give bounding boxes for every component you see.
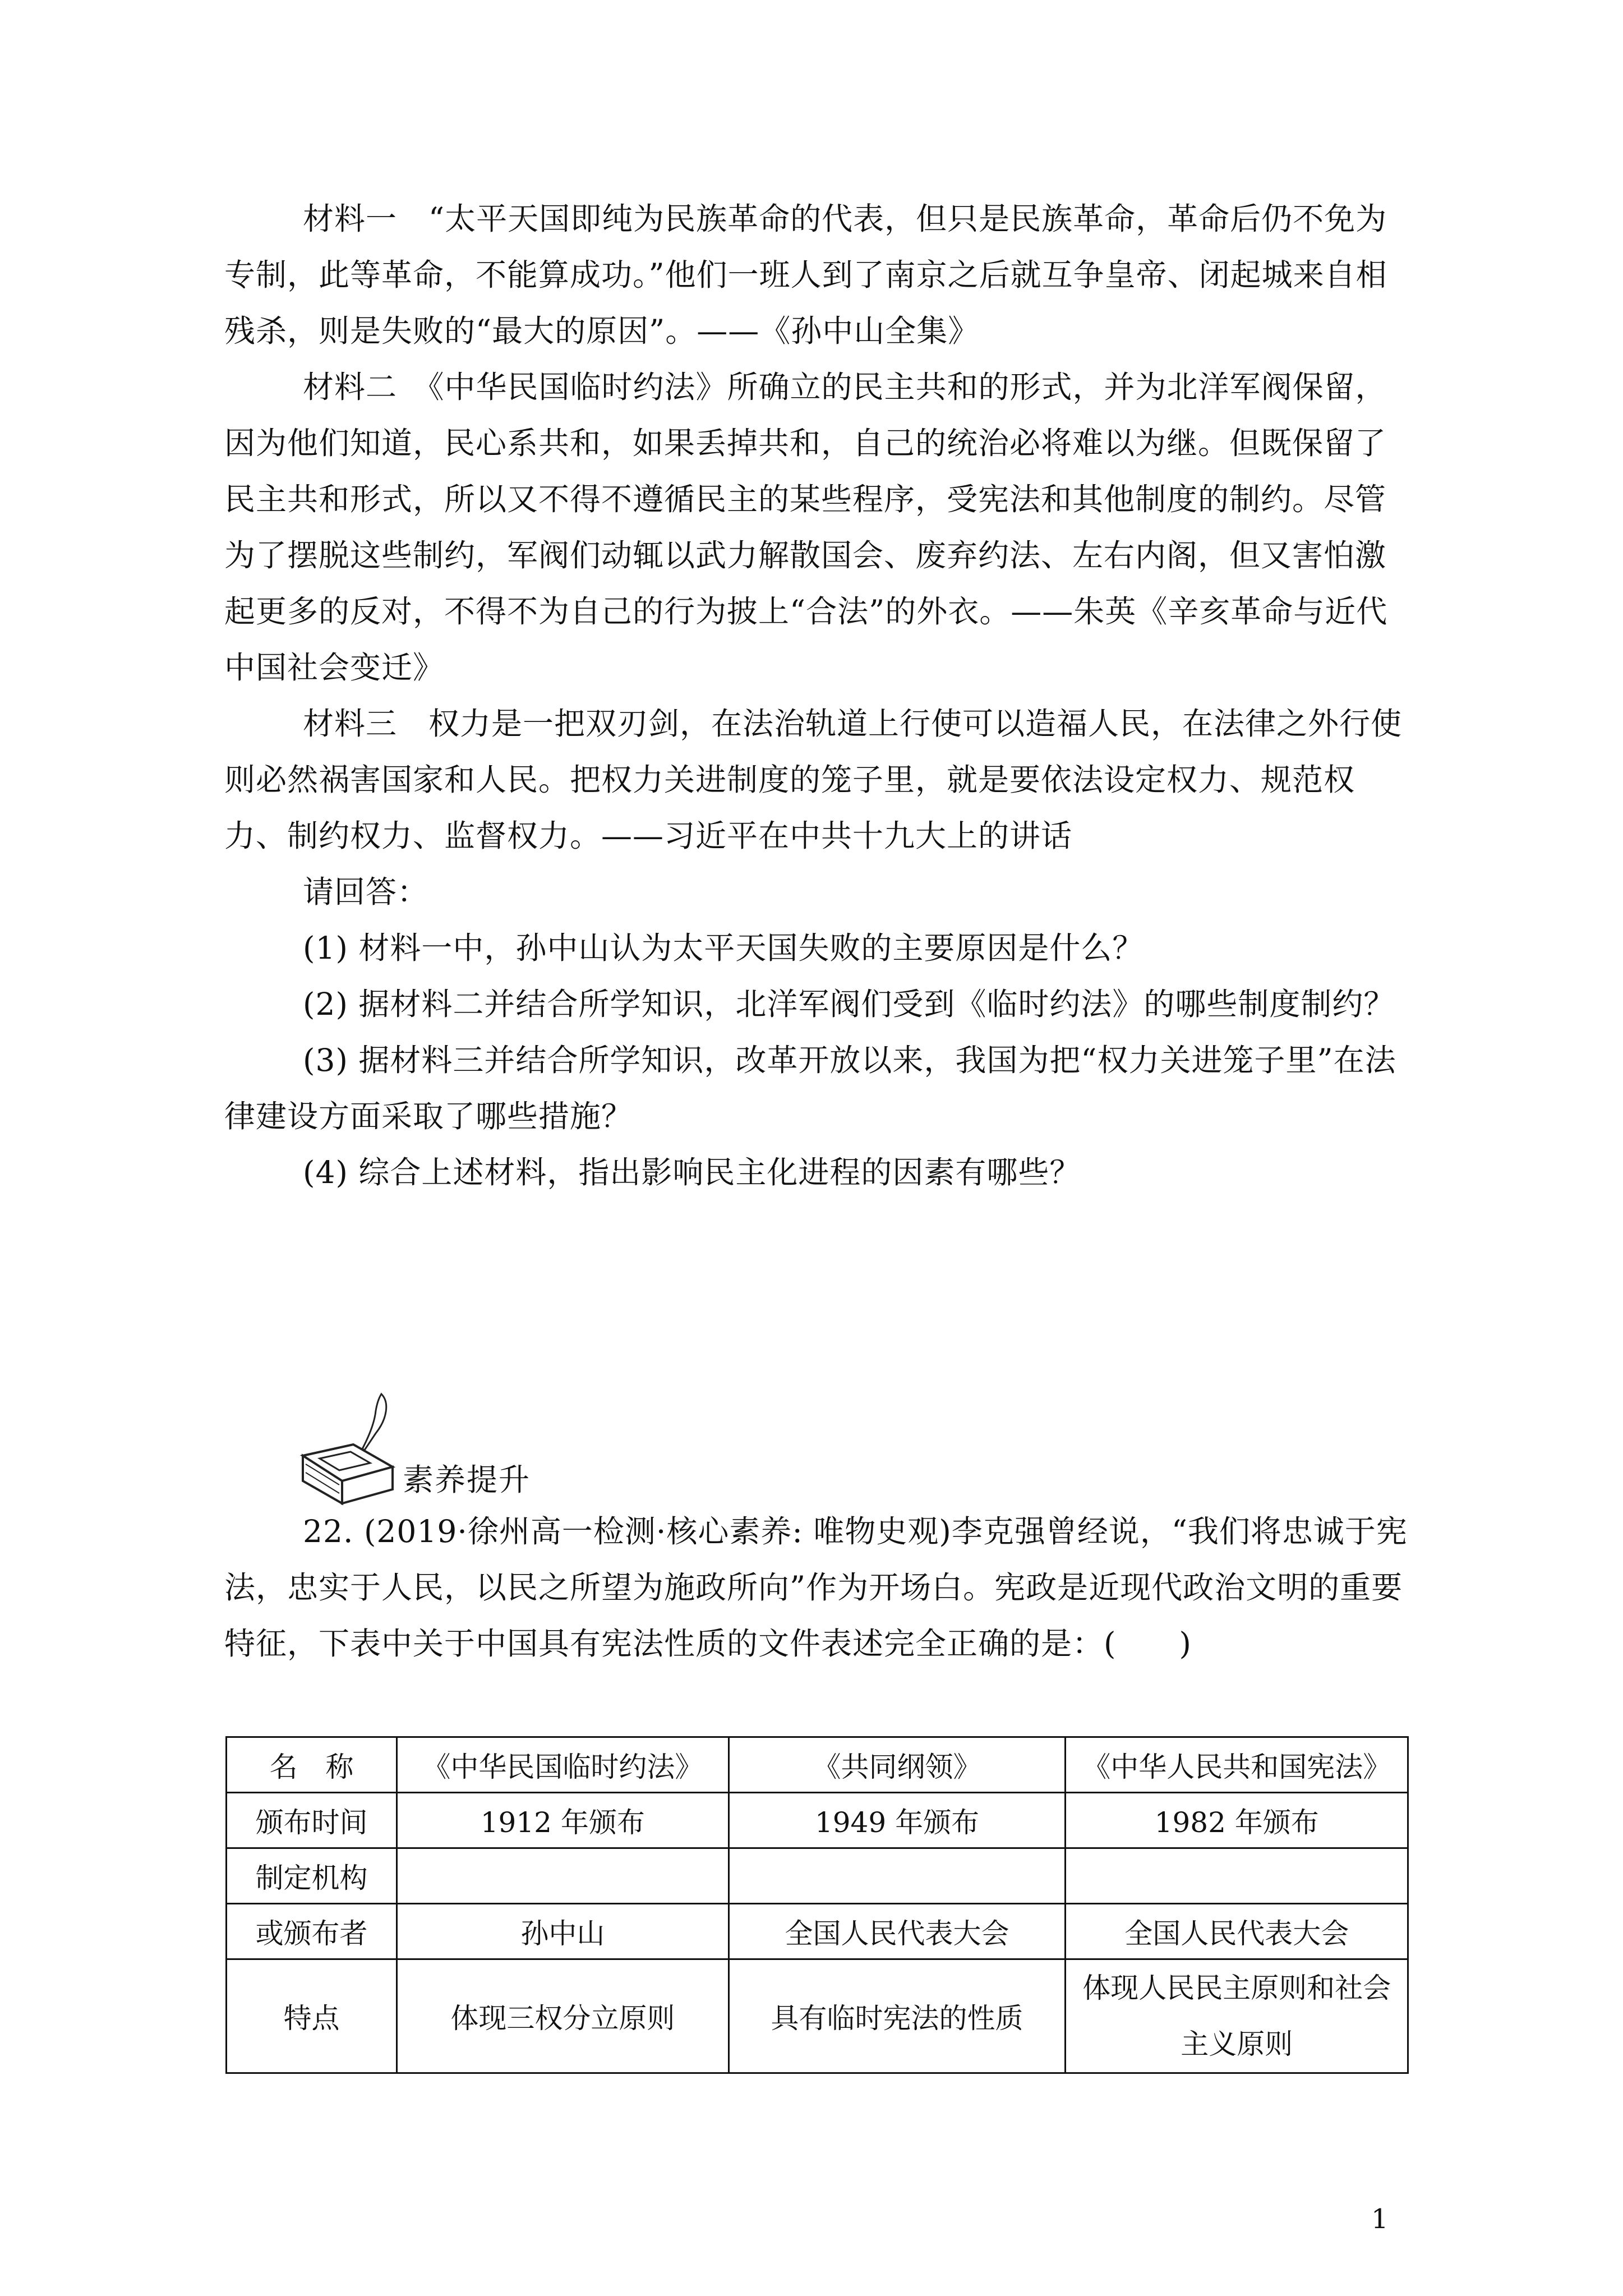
question-4: (4) 综合上述材料，指出影响民主化进程的因素有哪些？ — [303, 1154, 1081, 1190]
table-cell: 体现三权分立原则 — [397, 1959, 728, 2073]
table-cell: 名 称 — [227, 1737, 397, 1793]
table-cell — [1066, 1848, 1408, 1904]
table-cell: 1912 年颁布 — [397, 1793, 728, 1848]
question-1: (1) 材料一中，孙中山认为太平天国失败的主要原因是什么？ — [303, 930, 1144, 966]
question-22: 22. (2019·徐州高一检测·核心素养: 唯物史观)李克强曾经说，“我们将忠诚于宪法，忠实于人民，以民之所望为施政所向”作为开场白。宪政是近现代政治文明的重要特征，下表中关于中国具有宪法性质的文件表述完全正确的是：( ) — [224, 1513, 1408, 1662]
table-cell: 体现人民民主原则和社会主义原则 — [1066, 1959, 1408, 2073]
table-cell: 或颁布者 — [227, 1904, 397, 1959]
section-header — [297, 1388, 531, 1506]
table-cell: 《中华民国临时约法》 — [397, 1737, 728, 1793]
book-quill-icon — [297, 1388, 398, 1506]
table-cell: 制定机构 — [227, 1848, 397, 1904]
table-cell: 具有临时宪法的性质 — [728, 1959, 1066, 2073]
table-row — [227, 1904, 1408, 1959]
constitution-table — [225, 1736, 1409, 2074]
table-cell: 1982 年颁布 — [1066, 1793, 1408, 1848]
material-one: 材料一 “太平天国即纯为民族革命的代表，但只是民族革命，革命后仍不免为专制，此等革命，不能算成功。”他们一班人到了南京之后就互争皇帝、闭起城来自相残杀，则是失败的“最大的原因”。——《孙中山全集》 — [224, 201, 1387, 349]
table-row — [227, 1793, 1408, 1848]
table-row — [227, 1848, 1408, 1904]
page-number: 1 — [1371, 2203, 1389, 2235]
materials-block — [224, 191, 1413, 1200]
table-cell: 1949 年颁布 — [728, 1793, 1066, 1848]
table-row — [227, 1737, 1408, 1793]
answer-prompt: 请回答： — [303, 874, 429, 910]
material-two: 材料二 《中华民国临时约法》所确立的民主共和的形式，并为北洋军阀保留，因为他们知道，民心系共和，如果丢掉共和，自己的统治必将难以为继。但既保留了民主共和形式，所以又不得不遵循民主的某些程序，受宪法和其他制度的制约。尽管为了摆脱这些制约，军阀们动辄以武力解散国会、废弃约法、左右内阁，但又害怕激起更多的反对，不得不为自己的行为披上“合法”的外衣。——朱英《辛亥革命与近代中国社会变迁》 — [224, 369, 1388, 685]
table-cell: 《中华人民共和国宪法》 — [1066, 1737, 1408, 1793]
table-cell: 颁布时间 — [227, 1793, 397, 1848]
material-three: 材料三 权力是一把双刃剑，在法治轨道上行使可以造福人民，在法律之外行使则必然祸害国家和人民。把权力关进制度的笼子里，就是要依法设定权力、规范权力、制约权力、监督权力。——习近平在中共十九大上的讲话 — [224, 706, 1403, 854]
table-cell: 全国人民代表大会 — [728, 1904, 1066, 1959]
table-cell: 全国人民代表大会 — [1066, 1904, 1408, 1959]
table-cell: 《共同纲领》 — [728, 1737, 1066, 1793]
table-cell: 特点 — [227, 1959, 397, 2073]
table-cell — [397, 1848, 728, 1904]
table-cell — [728, 1848, 1066, 1904]
question-3: (3) 据材料三并结合所学知识，改革开放以来，我国为把“权力关进笼子里”在法律建设方面采取了哪些措施？ — [224, 1042, 1396, 1134]
section-title: 素养提升 — [403, 1462, 531, 1498]
table-row — [227, 1959, 1408, 2073]
table-cell: 孙中山 — [397, 1904, 728, 1959]
question-2: (2) 据材料二并结合所学知识，北洋军阀们受到《临时约法》的哪些制度制约？ — [303, 986, 1395, 1022]
